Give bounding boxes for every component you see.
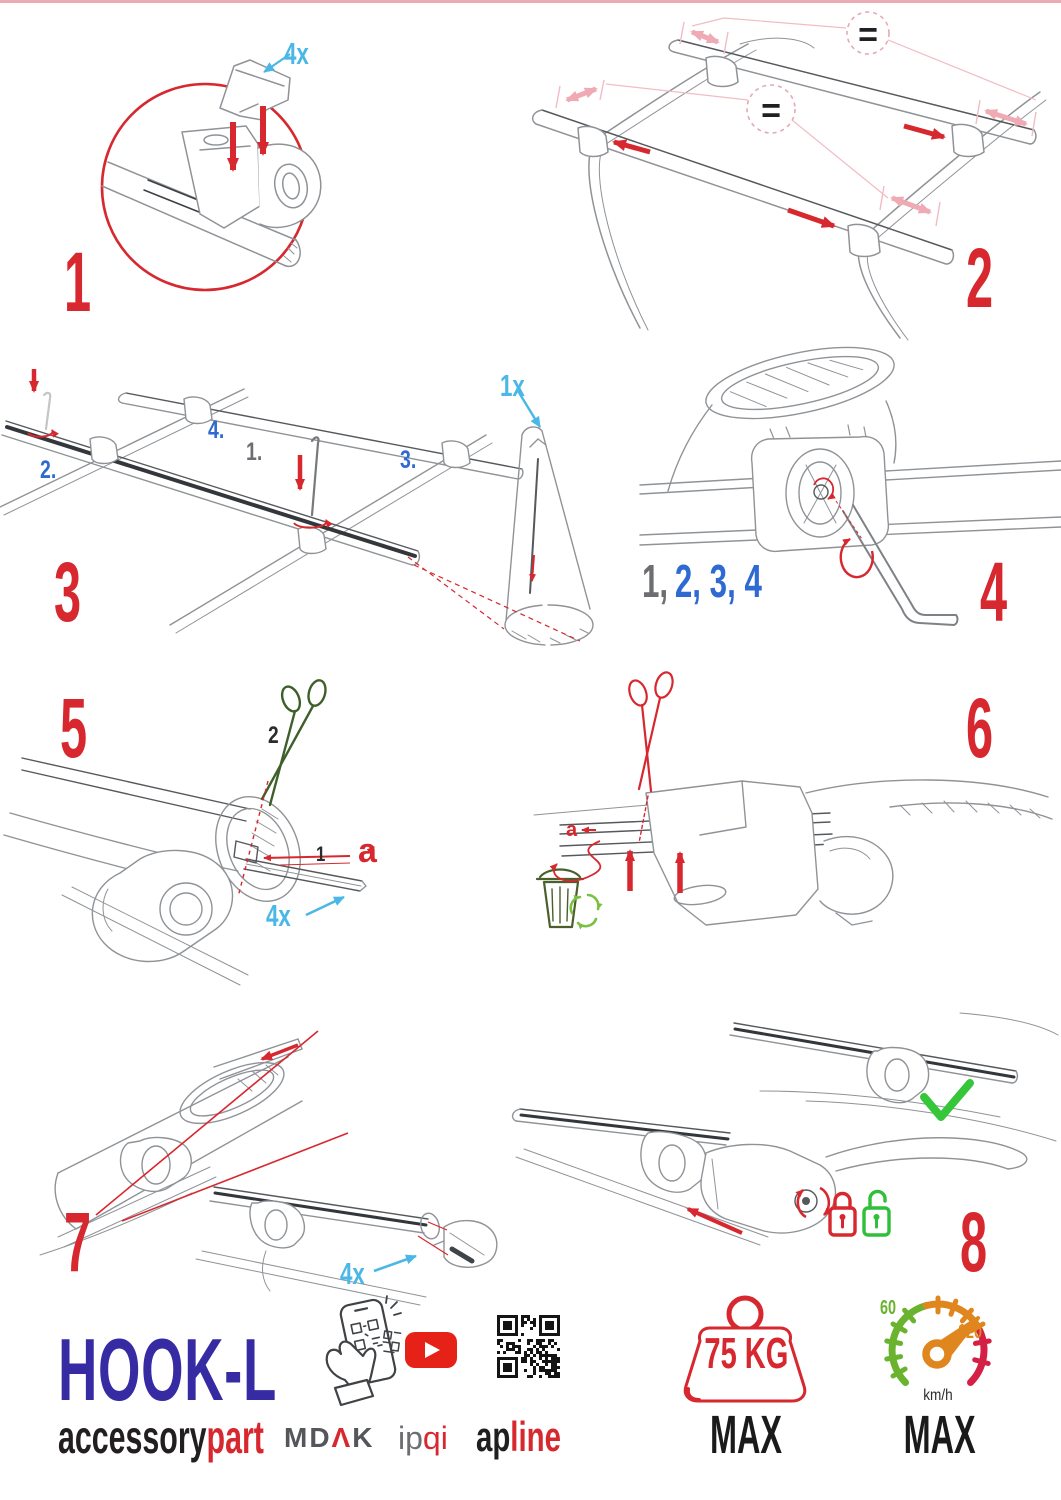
product-name: HOOK-L	[58, 1320, 277, 1419]
step8-cover-drawing	[513, 1109, 1027, 1245]
equal-spacing-label: =	[761, 92, 781, 130]
ipqi-gray: ip	[398, 1420, 423, 1456]
mdak-logo	[284, 1424, 374, 1452]
apline-red: line	[510, 1413, 561, 1460]
step6-trash-recycle-icon	[537, 870, 598, 928]
step1-detail-drawing	[102, 60, 321, 290]
speed-min-label: 60	[880, 1297, 897, 1319]
apline-logo	[476, 1413, 561, 1460]
step3-part4-label: 4.	[208, 416, 225, 444]
ipqi-logo	[398, 1422, 448, 1454]
row4-illustration	[0, 1005, 1061, 1310]
divider	[0, 0, 1061, 3]
step3-annotations	[28, 369, 580, 641]
step7-qty-label: 4x	[340, 1256, 365, 1291]
step3-qty-label: 1x	[500, 368, 525, 403]
brand-logo	[58, 1411, 264, 1463]
padlock-unlocked-icon	[864, 1191, 889, 1235]
weight-value-label: 75 KG	[704, 1329, 789, 1378]
sequence-rest: 2, 3, 4	[674, 555, 762, 607]
step5-scissors-label: 2	[268, 722, 279, 749]
qty-leader-line	[306, 897, 344, 915]
step6-cover-drawing	[534, 780, 1052, 925]
padlock-locked-icon	[830, 1194, 855, 1236]
step5-bar-end-drawing	[4, 758, 366, 985]
youtube-icon	[403, 1330, 459, 1370]
step1-qty-label: 4x	[284, 36, 309, 71]
step3-part2-label: 2.	[40, 456, 57, 484]
step7-number: 7	[64, 1195, 92, 1289]
speed-max-label: MAX	[903, 1405, 976, 1465]
sequence-first: 1,	[642, 555, 669, 607]
speed-unit-label: km/h	[923, 1387, 953, 1404]
check-icon	[924, 1083, 970, 1117]
qty-leader-line	[374, 1256, 416, 1271]
mdak-gray2: K	[352, 1422, 375, 1453]
brand-part-red: part	[206, 1411, 264, 1463]
brand-part-black: accessory	[58, 1411, 207, 1463]
row1-illustration	[0, 0, 1061, 343]
step6-number: 6	[966, 681, 994, 775]
step8-number: 8	[960, 1195, 988, 1289]
step3-part3-label: 3.	[400, 446, 417, 474]
step3-number: 3	[54, 545, 82, 639]
weight-max-label: MAX	[710, 1405, 782, 1465]
step5-strip-label: 1	[316, 843, 326, 866]
step8-locked-drawing	[730, 1013, 1058, 1141]
row2-illustration	[0, 343, 1061, 660]
step6-dim-label: a	[566, 819, 578, 841]
step2-number: 2	[966, 231, 994, 325]
mdak-gray1: MD	[284, 1422, 332, 1453]
step5-dim-label: a	[358, 832, 377, 870]
step4-number: 4	[980, 545, 1008, 639]
speed-max-value-label: 120	[958, 1321, 983, 1343]
step3-part1-label: 1.	[246, 438, 263, 466]
ipqi-red: qi	[422, 1420, 448, 1456]
step5-qty-label: 4x	[266, 898, 291, 933]
step4-sequence-label	[642, 555, 762, 607]
row3-illustration	[0, 663, 1061, 1005]
step1-number: 1	[64, 235, 92, 329]
qr-code	[497, 1315, 560, 1378]
mdak-red: Λ	[331, 1422, 353, 1453]
equal-spacing-label: =	[858, 16, 878, 54]
phone-qr-scan-icon	[315, 1292, 403, 1410]
step5-number: 5	[60, 681, 88, 775]
apline-black: ap	[476, 1413, 511, 1460]
